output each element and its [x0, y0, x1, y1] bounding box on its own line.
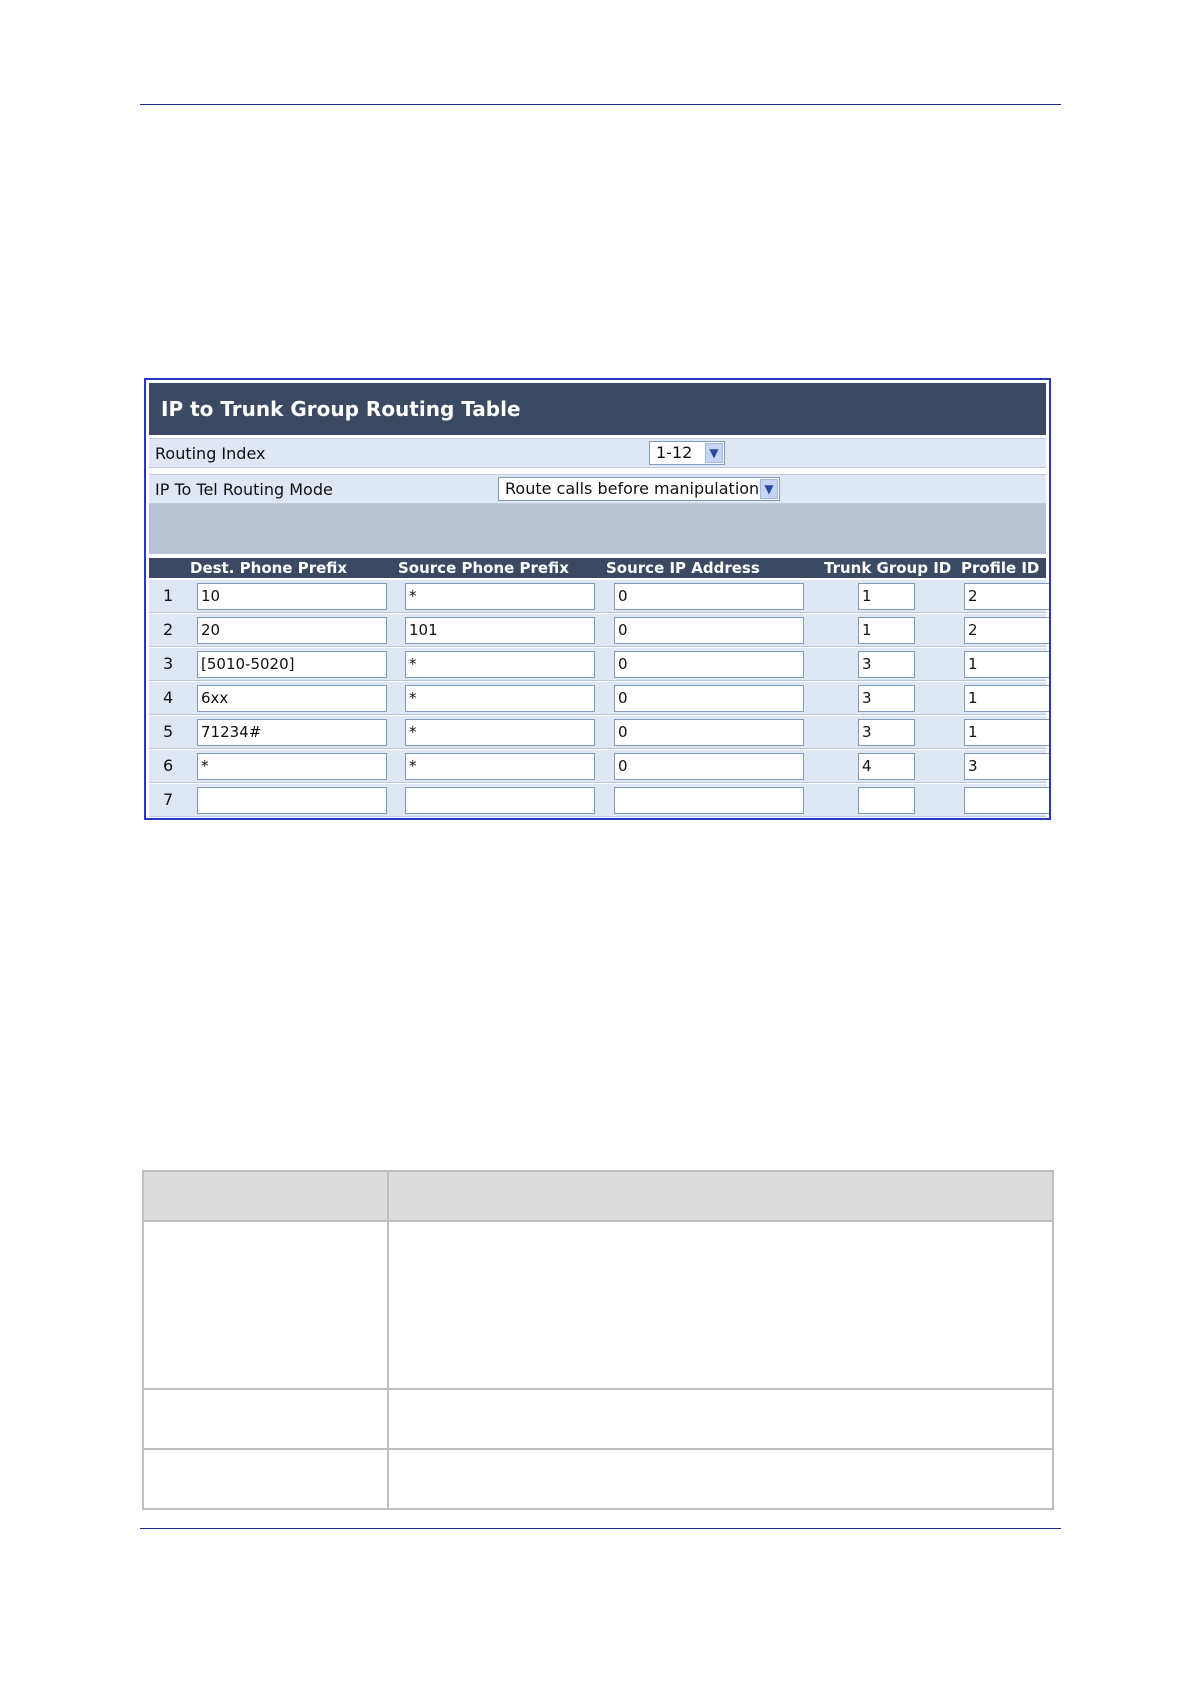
source-ip-address-field[interactable]: 0	[614, 753, 804, 780]
routing-mode-label: IP To Tel Routing Mode	[155, 480, 333, 499]
source-ip-address-field[interactable]: 0	[614, 583, 804, 610]
table-row	[149, 716, 1046, 749]
dest-phone-prefix-field[interactable]: *	[197, 753, 387, 780]
parameter-description-table	[142, 1170, 1054, 1510]
chevron-down-icon[interactable]: ▼	[760, 479, 778, 499]
table-row	[149, 750, 1046, 783]
source-phone-prefix-field[interactable]: *	[405, 719, 595, 746]
source-phone-prefix-field[interactable]: *	[405, 583, 595, 610]
table-row	[149, 580, 1046, 613]
source-phone-prefix-field[interactable]: *	[405, 753, 595, 780]
trunk-group-id-field[interactable]: 1	[858, 617, 915, 644]
table-header	[149, 558, 1046, 578]
row-index: 7	[163, 790, 174, 809]
routing-mode-row	[149, 474, 1046, 504]
trunk-group-id-field[interactable]: 4	[858, 753, 915, 780]
top-rule	[140, 104, 1061, 105]
panel-title: IP to Trunk Group Routing Table	[149, 383, 1046, 435]
profile-id-field[interactable]: 3	[964, 753, 1051, 780]
table-header-row	[144, 1172, 1052, 1222]
routing-mode-select[interactable]	[498, 477, 780, 501]
profile-id-field[interactable]	[964, 787, 1051, 814]
table-row	[149, 682, 1046, 715]
trunk-group-id-field[interactable]: 3	[858, 719, 915, 746]
trunk-group-id-field[interactable]: 1	[858, 583, 915, 610]
trunk-group-id-field[interactable]: 3	[858, 685, 915, 712]
dest-phone-prefix-field[interactable]: 20	[197, 617, 387, 644]
spacer-band	[149, 504, 1046, 554]
row-index: 3	[163, 654, 174, 673]
profile-id-field[interactable]: 2	[964, 583, 1051, 610]
column-header-source-phone-prefix: Source Phone Prefix	[398, 559, 569, 577]
routing-mode-value: Route calls before manipulation	[505, 479, 760, 498]
dest-phone-prefix-field[interactable]: 10	[197, 583, 387, 610]
source-phone-prefix-field[interactable]: 101	[405, 617, 595, 644]
routing-index-row	[149, 438, 1046, 468]
routing-index-label: Routing Index	[155, 444, 266, 463]
row-divider	[144, 1448, 1052, 1450]
column-header-trunk-group-id: Trunk Group ID	[824, 559, 952, 577]
bottom-rule	[140, 1528, 1061, 1529]
column-header-dest-phone-prefix: Dest. Phone Prefix	[190, 559, 348, 577]
table-row	[149, 614, 1046, 647]
table-row	[149, 648, 1046, 681]
dest-phone-prefix-field[interactable]: [5010-5020]	[197, 651, 387, 678]
dest-phone-prefix-field[interactable]: 6xx	[197, 685, 387, 712]
trunk-group-id-field[interactable]: 3	[858, 651, 915, 678]
dest-phone-prefix-field[interactable]: 71234#	[197, 719, 387, 746]
row-index: 4	[163, 688, 174, 707]
column-divider	[387, 1172, 389, 1508]
source-ip-address-field[interactable]: 0	[614, 719, 804, 746]
source-phone-prefix-field[interactable]	[405, 787, 595, 814]
source-ip-address-field[interactable]	[614, 787, 804, 814]
trunk-group-id-field[interactable]	[858, 787, 915, 814]
row-index: 6	[163, 756, 174, 775]
profile-id-field[interactable]: 1	[964, 685, 1051, 712]
row-index: 1	[163, 586, 174, 605]
source-phone-prefix-field[interactable]: *	[405, 651, 595, 678]
profile-id-field[interactable]: 1	[964, 719, 1051, 746]
column-header-source-ip-address: Source IP Address	[606, 559, 760, 577]
profile-id-field[interactable]: 1	[964, 651, 1051, 678]
row-divider	[144, 1388, 1052, 1390]
row-index: 2	[163, 620, 174, 639]
source-phone-prefix-field[interactable]: *	[405, 685, 595, 712]
dest-phone-prefix-field[interactable]	[197, 787, 387, 814]
source-ip-address-field[interactable]: 0	[614, 651, 804, 678]
routing-index-select[interactable]	[649, 441, 725, 465]
profile-id-field[interactable]: 2	[964, 617, 1051, 644]
row-index: 5	[163, 722, 174, 741]
source-ip-address-field[interactable]: 0	[614, 617, 804, 644]
routing-table-screenshot	[144, 378, 1051, 820]
chevron-down-icon[interactable]: ▼	[705, 443, 723, 463]
table-row	[149, 784, 1046, 817]
routing-index-value: 1-12	[656, 443, 693, 462]
source-ip-address-field[interactable]: 0	[614, 685, 804, 712]
column-header-profile-id: Profile ID	[961, 559, 1040, 577]
